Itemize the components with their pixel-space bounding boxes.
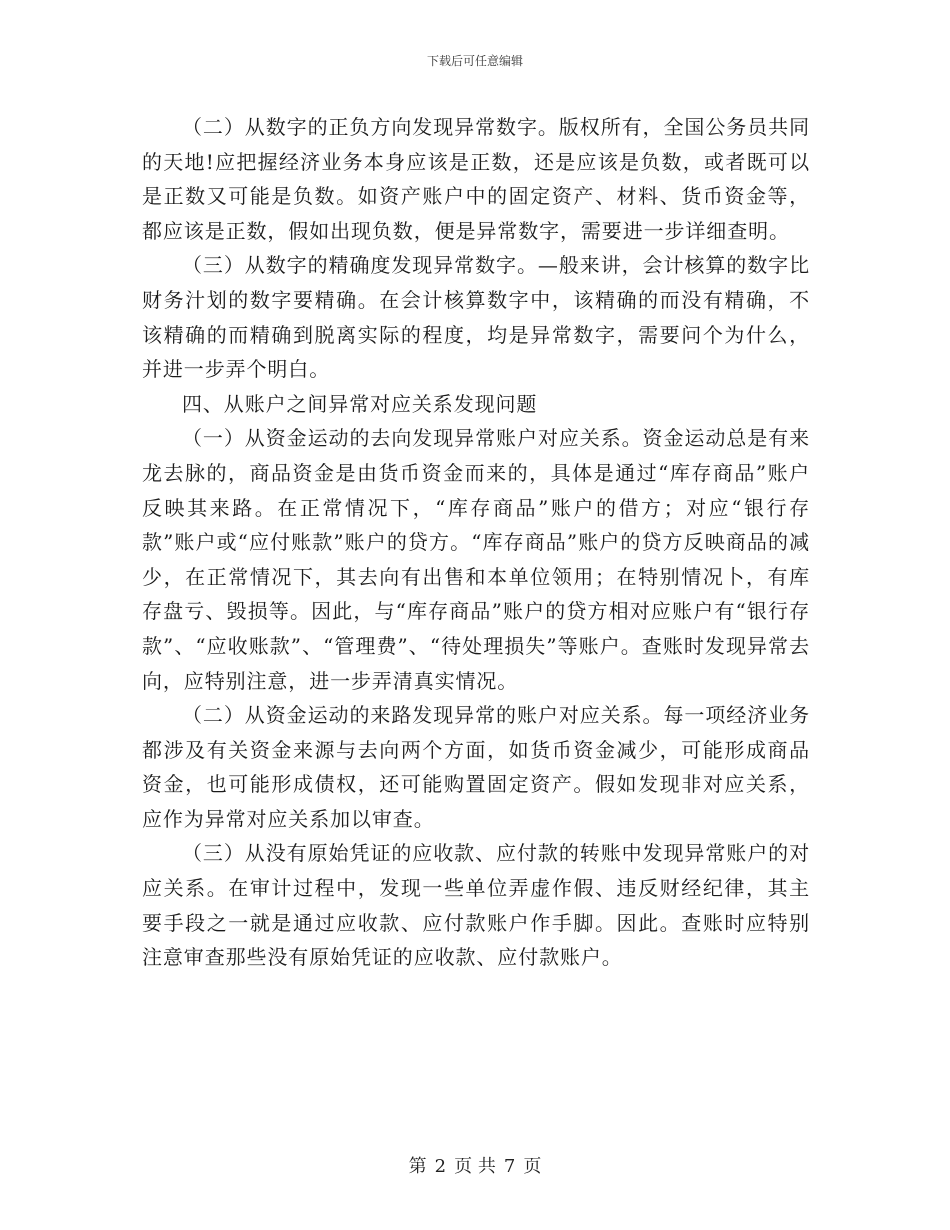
footer-suffix: 页: [523, 1156, 542, 1177]
footer-total-pages: 7: [503, 1156, 516, 1177]
page-header-note: 下载后可任意编辑: [426, 54, 523, 68]
section-heading-account-correspondence: 四、从账户之间异常对应关系发现问题: [182, 391, 538, 416]
paragraph-fund-destination: （一）从资金运动的去向发现异常账户对应关系。资金运动总是有来龙去脉的，商品资金是由货币资金而来的，具体是通过“库存商品”账户反映其来路。在正常情况下，“库存商品”账户的借方；对应“银行存款”账户或“应付账款”账户的贷方。“库存商品”账户的贷方反映商品的减少，在正常情况下，其去向有出售和本单位领用；在特别情况卜，有库存盘亏、毁损等。因此，与“库存商品”账户的贷方相对应账户有“银行存款”、“应收账款”、“管理费”、“待处理损失”等账户。查账时发现异常去向，应特别注意，进一步弄清真实情况。: [142, 426, 810, 693]
paragraph-precision: （三）从数字的精确度发现异常数字。—般来讲，会计核算的数字比财务汁划的数字要精确。在会计核算数字中，该精确的而没有精确，不该精确的而精确到脱离实际的程度，均是异常数字，需要问个为什么，并进一步弄个明白。: [142, 253, 810, 382]
footer-current-page: 2: [434, 1156, 447, 1177]
page-number-footer: [0, 1152, 950, 1178]
document-body: [142, 110, 810, 975]
footer-prefix: 第: [408, 1156, 427, 1177]
paragraph-fund-source: （二）从资金运动的来路发现异常的账户对应关系。每一项经济业务都涉及有关资金来源与去向两个方面，如货币资金减少，可能形成商品资金，也可能形成债权，还可能购置固定资产。假如发现非对应关系，应作为异常对应关系加以审查。: [142, 703, 810, 831]
paragraph-receivables-payables: （三）从没有原始凭证的应收款、应付款的转账中发现异常账户的对应关系。在审计过程中，发现一些单位弄虚作假、违反财经纪律，其主要手段之一就是通过应收款、应付款账户作手脚。因此。查账时应特别注意审查那些没有原始凭证的应收款、应付款账户。: [142, 841, 810, 970]
paragraph-sign-direction: （二）从数字的正负方向发现异常数字。版权所有，全国公务员共同的天地!应把握经济业务本身应该是正数，还是应该是负数，或者既可以是正数又可能是负数。如资产账户中的固定资产、材料、货币资金等，都应该是正数，假如出现负数，便是异常数字，需要进一步详细查明。: [142, 115, 810, 243]
footer-middle: 页 共: [454, 1156, 496, 1177]
